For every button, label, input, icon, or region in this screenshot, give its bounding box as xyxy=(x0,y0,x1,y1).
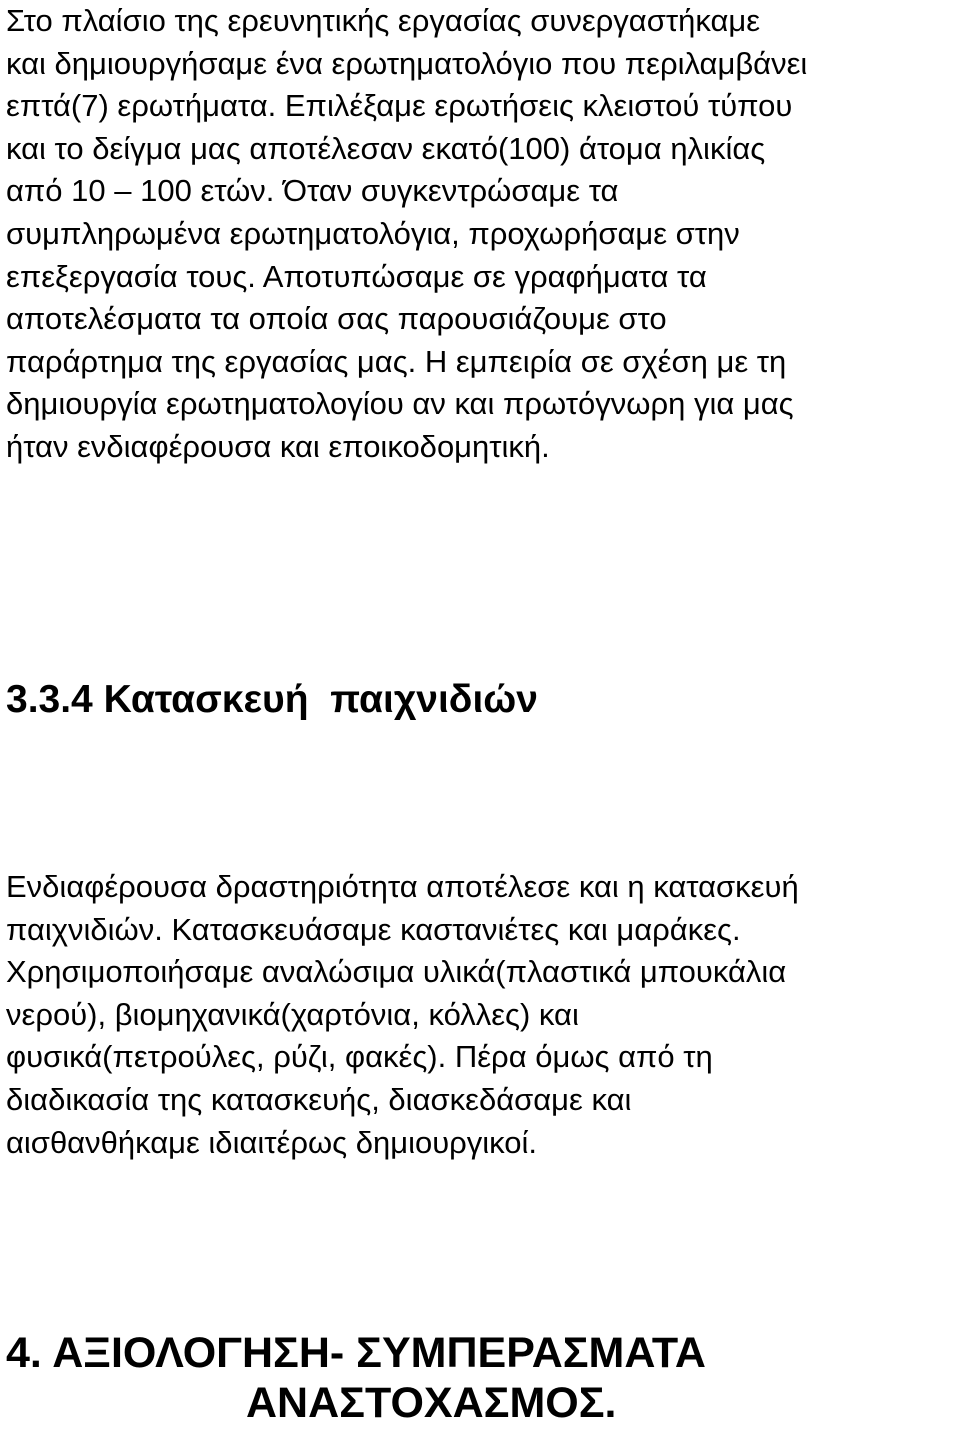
paragraph-line: συμπληρωμένα ερωτηματολόγια, προχωρήσαμε στην xyxy=(6,215,740,251)
paragraph-line: διαδικασία της κατασκευής, διασκεδάσαμε και xyxy=(6,1081,632,1117)
chapter-heading-line: ΑΝΑΣΤΟΧΑΣΜΟΣ. xyxy=(246,1379,617,1427)
chapter-heading-line: 4. ΑΞΙΟΛΟΓΗΣΗ- ΣΥΜΠΕΡΑΣΜΑΤΑ xyxy=(6,1329,706,1377)
paragraph-line: παιχνιδιών. Κατασκευάσαμε καστανιέτες και μαράκες. xyxy=(6,911,741,947)
paragraph-line: νερού), βιομηχανικά(χαρτόνια, κόλλες) και xyxy=(6,996,579,1032)
paragraph-line: αποτελέσματα τα οποία σας παρουσιάζουμε στο xyxy=(6,301,667,337)
paragraph-line: Ενδιαφέρουσα δραστηριότητα αποτέλεσε και η κατασκευή xyxy=(6,869,799,904)
paragraph-line: Στο πλαίσιο της ερευνητικής εργασίας συνεργαστήκαμε xyxy=(6,3,761,38)
intro-paragraph xyxy=(6,0,956,469)
paragraph-line: επεξεργασία τους. Αποτυπώσαμε σε γραφήματα τα xyxy=(6,258,707,294)
chapter-heading xyxy=(0,1328,960,1428)
paragraph-line: και δημιουργήσαμε ένα ερωτηματολόγιο που περιλαμβάνει xyxy=(6,45,808,81)
paragraph-line: φυσικά(πετρούλες, ρύζι, φακές). Πέρα όμως από τη xyxy=(6,1039,713,1075)
paragraph-line: παράρτημα της εργασίας μας. Η εμπειρία σε σχέση με τη xyxy=(6,343,787,379)
section-heading: 3.3.4 Κατασκευή παιχνιδιών xyxy=(6,678,538,721)
paragraph-line: επτά(7) ερωτήματα. Επιλέξαμε ερωτήσεις κλειστού τύπου xyxy=(6,88,793,124)
paragraph-line: Χρησιμοποιήσαμε αναλώσιμα υλικά(πλαστικά μπουκάλια xyxy=(6,954,787,990)
paragraph-line: δημιουργία ερωτηματολογίου αν και πρωτόγνωρη για μας xyxy=(6,386,794,422)
paragraph-line: από 10 – 100 ετών. Όταν συγκεντρώσαμε τα xyxy=(6,173,619,209)
paragraph-line: και το δείγμα μας αποτέλεσαν εκατό(100) άτομα ηλικίας xyxy=(6,130,766,166)
paragraph-line: ήταν ενδιαφέρουσα και εποικοδομητική. xyxy=(6,428,550,464)
games-paragraph xyxy=(6,866,956,1164)
paragraph-line: αισθανθήκαμε ιδιαιτέρως δημιουργικοί. xyxy=(6,1124,538,1160)
